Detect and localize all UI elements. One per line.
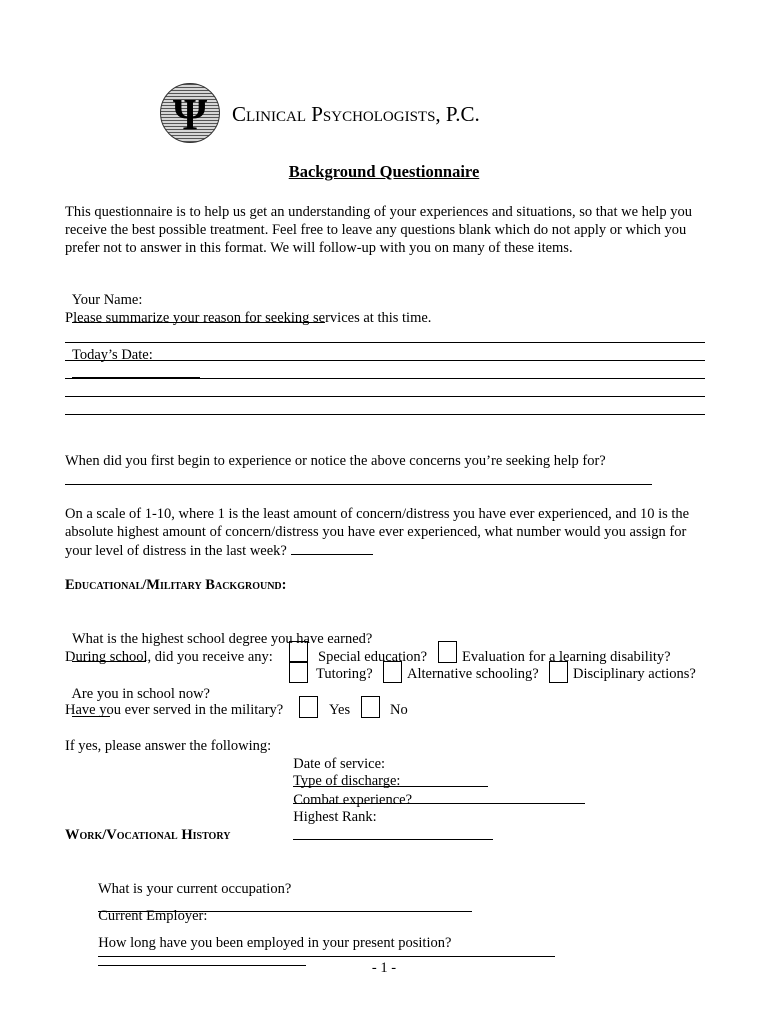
military-no-label: No [390,702,408,718]
if-yes-label: If yes, please answer the following: [65,738,272,754]
distress-text: On a scale of 1-10, where 1 is the least amount of concern/distress you have ever experienced, and 10 is the absolute highest amount of concern/distress you have ever experienced, what number would you assign for your level of distress in the last week? [65,506,690,559]
reason-line-4[interactable] [65,396,705,397]
page-title: Background Questionnaire [288,162,480,181]
military-label: Have you ever served in the military? [65,702,284,718]
distress-prompt [65,505,705,560]
alternative-schooling-checkbox[interactable] [383,661,402,683]
firm-name: Clinical Psychologists, P.C. [232,102,480,126]
rank-label: Highest Rank: [293,809,377,825]
rank-field[interactable] [293,826,493,840]
reason-line-1[interactable] [65,342,705,343]
psi-glyph: Ψ [172,90,208,139]
disciplinary-actions-checkbox[interactable] [549,661,568,683]
psi-icon [161,84,219,142]
option-special-education: Special education? [318,649,428,665]
tutoring-checkbox[interactable] [289,661,308,683]
military-yes-label: Yes [329,702,351,718]
page-number: - 1 - [371,960,397,976]
option-learning-disability: Evaluation for a learning disability? [462,649,671,665]
service-date-label: Date of service: [293,756,386,772]
date-label: Today’s Date: [72,347,153,363]
military-yes-checkbox[interactable] [299,696,318,718]
discharge-label: Type of discharge: [293,773,401,789]
military-no-checkbox[interactable] [361,696,380,718]
option-tutoring: Tutoring? [316,666,373,682]
education-heading: Educational/Military Background: [65,577,287,593]
date-field[interactable] [72,364,200,378]
learning-disability-checkbox[interactable] [438,641,457,663]
reason-line-3[interactable] [65,378,705,379]
reason-prompt: Please summarize your reason for seeking services at this time. [65,310,432,326]
duration-label: How long have you been employed in your present position? [98,935,452,951]
option-alternative-schooling: Alternative schooling? [407,666,539,682]
reason-line-2[interactable] [65,360,705,361]
combat-label: Combat experience? [293,792,413,808]
work-heading: Work/Vocational History [65,827,231,843]
employer-label: Current Employer: [98,908,208,924]
rank-row [286,790,493,845]
intro-paragraph: This questionnaire is to help us get an understanding of your experiences and situations, so that we help you receive the best possible treatment. Feel free to leave any questions blank which do not apply or which you prefer not to answer in this format. We will follow-up with you on many of these items. [65,204,692,256]
onset-answer-line[interactable] [65,484,652,485]
distress-field[interactable] [291,541,373,555]
in-school-label: Are you in school now? [71,686,210,702]
reason-line-5[interactable] [65,414,705,415]
name-label: Your Name: [71,292,143,308]
special-education-checkbox[interactable] [289,641,308,663]
occupation-label: What is your current occupation? [98,881,292,897]
onset-prompt: When did you first begin to experience or notice the above concerns you’re seeking help for? [65,453,606,469]
degree-label: What is the highest school degree you have earned? [72,631,373,647]
option-disciplinary-actions: Disciplinary actions? [573,666,696,682]
firm-logo [160,83,220,143]
name-date-row [65,273,325,383]
receive-label: During school, did you receive any: [65,649,273,665]
